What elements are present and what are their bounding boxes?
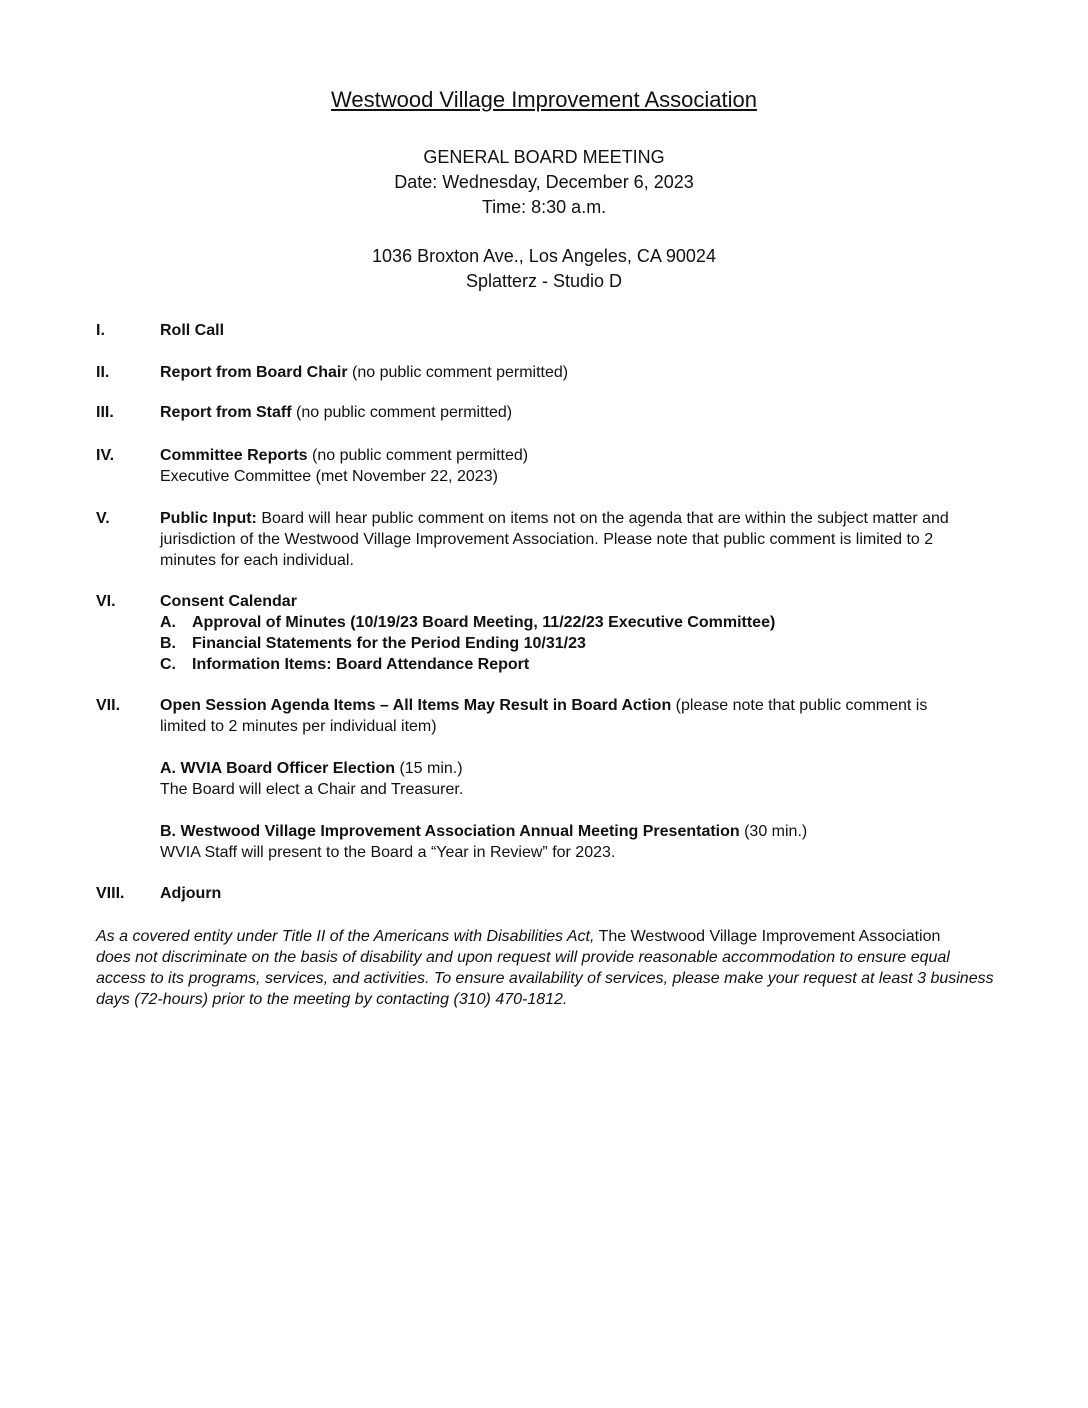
open-session-item-b — [160, 821, 1016, 863]
item-heading: Adjourn — [160, 885, 222, 902]
consent-sub-item — [160, 612, 1016, 633]
item-text-line: jurisdiction of the Westwood Village Improvement Association. Please note that public comment is limited to 2 — [160, 531, 934, 548]
item-note: (no public comment permitted) — [347, 364, 569, 381]
ada-notice — [96, 926, 1026, 1010]
sub-item-detail: The Board will elect a Chair and Treasurer. — [160, 781, 464, 798]
item-heading: Roll Call — [160, 322, 225, 339]
item-numeral: VIII. — [96, 885, 125, 902]
meeting-type: GENERAL BOARD MEETING — [423, 147, 665, 167]
sub-item-letter: A. — [160, 614, 176, 631]
consent-sub-item — [160, 654, 1016, 675]
item-numeral: II. — [96, 364, 110, 381]
ada-notice-italic: As a covered entity under Title II of the Americans with Disabilities Act, — [96, 928, 595, 945]
item-text-line: minutes for each individual. — [160, 552, 354, 569]
item-text-line: Board will hear public comment on items not on the agenda that are within the subject matter and — [256, 510, 949, 527]
item-heading: Public Input: — [160, 510, 257, 527]
item-heading: Open Session Agenda Items – All Items May Result in Board Action — [160, 697, 672, 714]
meeting-date: Date: Wednesday, December 6, 2023 — [394, 172, 694, 192]
item-detail: Executive Committee (met November 22, 2023) — [160, 468, 498, 485]
meeting-info — [0, 145, 1088, 220]
sub-item-letter: B. — [160, 635, 176, 652]
consent-sub-list — [160, 612, 1016, 675]
item-note: (no public comment permitted) — [291, 404, 513, 421]
meeting-address: 1036 Broxton Ave., Los Angeles, CA 90024 — [372, 246, 716, 266]
consent-sub-item — [160, 633, 1016, 654]
sub-item-duration: (30 min.) — [739, 823, 808, 840]
open-session-item-a — [160, 758, 1016, 800]
meeting-venue: Splatterz - Studio D — [465, 271, 623, 291]
sub-item-text: Approval of Minutes (10/19/23 Board Meeting, 11/22/23 Executive Committee) — [192, 614, 776, 631]
item-note: (no public comment permitted) — [307, 447, 529, 464]
document-title: Westwood Village Improvement Association — [331, 87, 757, 112]
item-note-continued: limited to 2 minutes per individual item) — [160, 718, 437, 735]
sub-item-duration: (15 min.) — [395, 760, 463, 777]
ada-notice-line: access to its programs, services, and activities. To ensure availability of services, please make your request at least 3 business — [96, 970, 994, 987]
item-numeral: III. — [96, 404, 114, 421]
meeting-time: Time: 8:30 a.m. — [481, 197, 607, 217]
item-numeral: IV. — [96, 447, 115, 464]
item-numeral: I. — [96, 322, 105, 339]
sub-item-text: Information Items: Board Attendance Report — [192, 656, 530, 673]
item-numeral: V. — [96, 510, 110, 527]
item-heading: Consent Calendar — [160, 593, 297, 610]
ada-notice-line: does not discriminate on the basis of disability and upon request will provide reasonable accommodation to ensure equal — [96, 949, 950, 966]
item-note: (please note that public comment is — [671, 697, 928, 714]
item-heading: Report from Board Chair — [160, 364, 348, 381]
item-heading: Committee Reports — [160, 447, 308, 464]
sub-item-label: A. WVIA Board Officer Election — [160, 760, 395, 777]
sub-item-text: Financial Statements for the Period Ending 10/31/23 — [192, 635, 586, 652]
item-heading: Report from Staff — [160, 404, 292, 421]
sub-item-letter: C. — [160, 656, 176, 673]
sub-item-label: B. Westwood Village Improvement Association Annual Meeting Presentation — [160, 823, 740, 840]
ada-notice-line: days (72-hours) prior to the meeting by contacting (310) 470-1812. — [96, 991, 568, 1008]
item-numeral: VII. — [96, 697, 121, 714]
meeting-location — [0, 244, 1088, 294]
ada-notice-text: The Westwood Village Improvement Association — [594, 928, 941, 945]
sub-item-detail: WVIA Staff will present to the Board a “Year in Review” for 2023. — [160, 844, 616, 861]
item-numeral: VI. — [96, 593, 116, 610]
